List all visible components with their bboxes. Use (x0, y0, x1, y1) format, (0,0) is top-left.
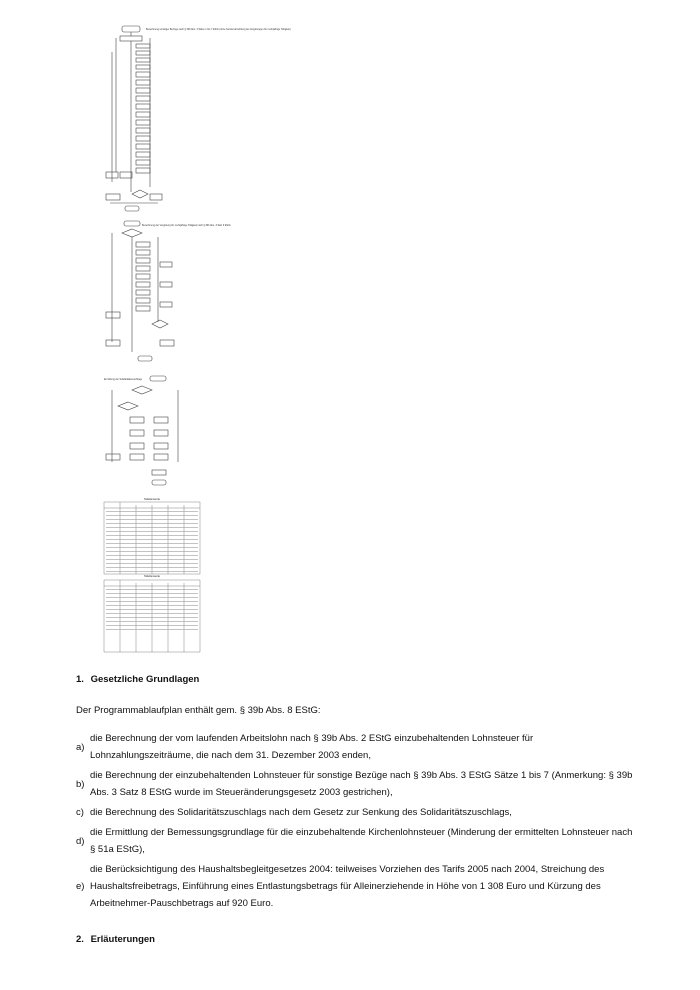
section-2-number: 2. (76, 934, 84, 945)
section-2-title: Erläuterungen (90, 934, 155, 945)
table1-title: Tabellenwerte (143, 498, 161, 501)
list-item (76, 730, 636, 764)
section-1-heading (76, 674, 199, 685)
list-item (76, 767, 636, 801)
section-1-title: Gesetzliche Grundlagen (90, 674, 200, 685)
list-item-text: die Berechnung der vom laufenden Arbeitslohn nach § 39b Abs. 2 EStG einzubehaltenden Lohnsteuer für Lohnzahlungszeiträume, die nach dem 31. Dezember 2003 enden, (90, 733, 534, 761)
list-item-label: d) (76, 835, 85, 847)
list-item-text: die Berechnung der einzubehaltenden Lohnsteuer für sonstige Bezüge nach § 39b Abs. 3 EStG Sätze 1 bis 7 (Anmerkung: § 39b Abs. 3 Satz 8 EStG wurde im Steueränderungsgesetz 2003 gestrichen), (90, 770, 633, 798)
list-item-text: die Berechnung des Solidaritätszuschlags nach dem Gesetz zur Senkung des Solidaritätszuschlags, (90, 807, 512, 818)
list-item-label: e) (76, 881, 85, 892)
list-item-text: die Berücksichtigung des Haushaltsbegleitgesetzes 2004: teilweises Vorziehen des Tarifs 2005 nach 2004, Streichung des Haushaltsfreibetrags, Einführung eines Entlastungsbetrags für Alleinerziehende in Höhe von 1 308 Euro und Kürzung des Arbeitnehmer-Pauschbetrags auf 920 Euro. (90, 864, 605, 909)
flow1-note: Berechnung sonstiger Bezüge nach § 39b Abs. 3 Sätze 1 bis 7 EStG (ohne Sonder-Ermittlung bei Vergütungen für mehrjährige Tätigkeit) (146, 28, 291, 31)
section-1-number: 1. (76, 674, 84, 685)
flow3-note: Ermittlung der Solidaritätszuschlags (104, 378, 143, 381)
list-item-label: c) (76, 807, 84, 818)
legal-basis-list (76, 730, 636, 915)
list-item (76, 824, 636, 858)
section-2-heading (76, 934, 155, 945)
flowchart-figures (100, 22, 291, 637)
flowchart-svg (100, 22, 291, 637)
list-item (76, 804, 636, 821)
list-item-label: b) (76, 778, 85, 790)
list-item-text: die Ermittlung der Bemessungsgrundlage für die einzubehaltende Kirchenlohnsteuer (Minderung der ermittelten Lohnsteuer nach § 51a EStG), (90, 827, 633, 855)
table2-title: Tabellenwerte (143, 575, 161, 578)
list-item-label: a) (76, 741, 85, 753)
flow2-note: Berechnung der Vergütung für mehrjährige Tätigkeit nach § 39b Abs. 3 Satz 9 EStG (142, 224, 231, 227)
section-1-intro: Der Programmablaufplan enthält gem. § 39b Abs. 8 EStG: (76, 705, 321, 716)
list-item (76, 861, 636, 912)
